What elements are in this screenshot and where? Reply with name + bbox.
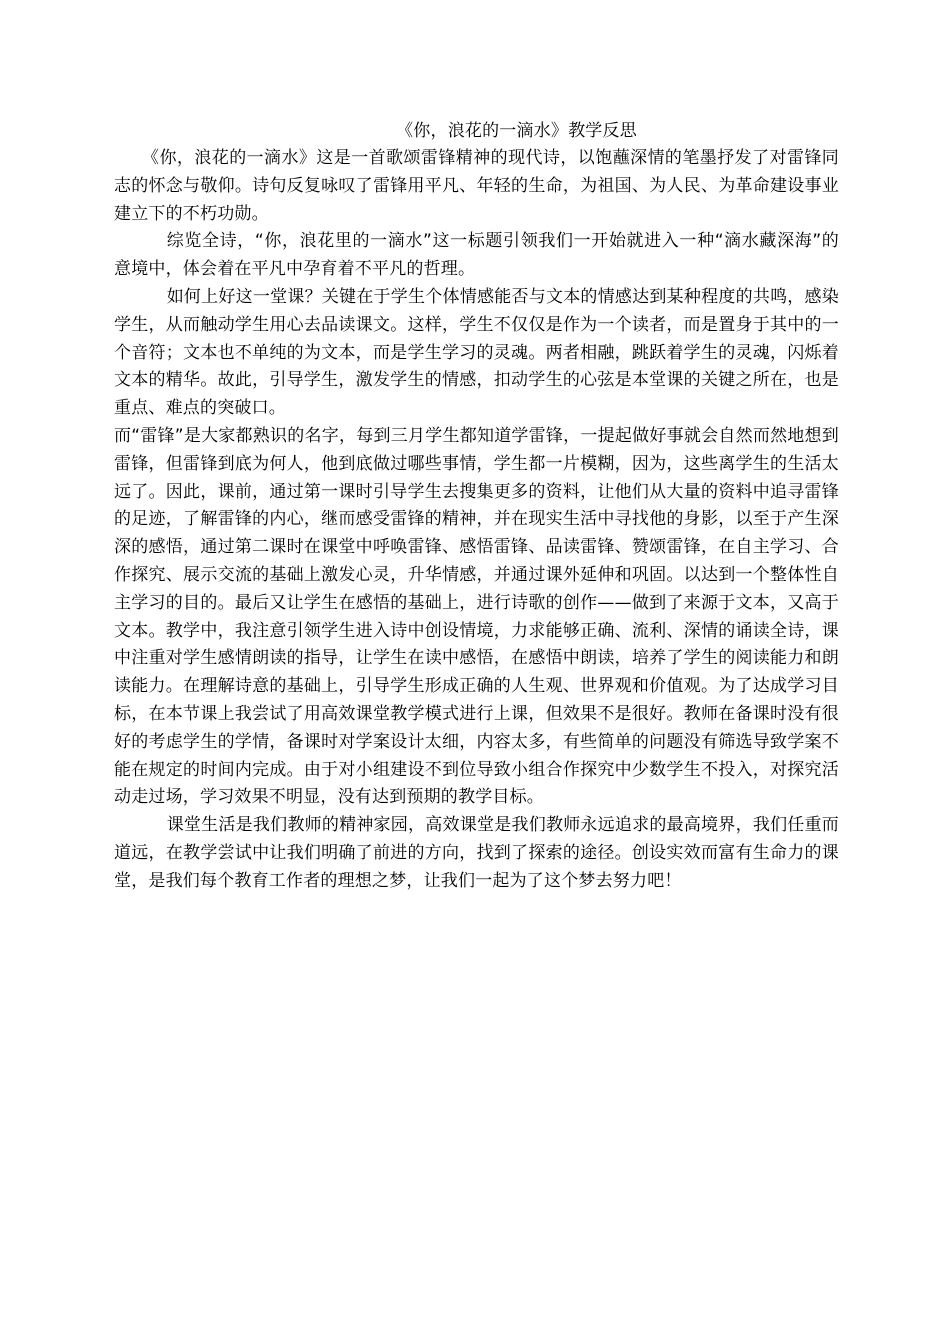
paragraph-conclusion: 课堂生活是我们教师的精神家园，高效课堂是我们教师永远追求的最高境界，我们任重而道远，在教学尝试中让我们明确了前进的方向，找到了探索的途径。创设实效而富有生命力的课堂，是我们每个教育工作者的理想之梦，让我们一起为了这个梦去努力吧！	[114, 815, 839, 891]
document-page	[114, 118, 839, 896]
paragraph-key-point: 如何上好这一堂课？关键在于学生个体情感能否与文本的情感达到某种程度的共鸣，感染学生，从而触动学生用心去品读课文。这样，学生不仅仅是作为一个读者，而是置身于其中的一个音符；文本也不单纯的为文本，而是学生学习的灵魂。两者相融，跳跃着学生的灵魂，闪烁着文本的精华。故此，引导学生，激发学生的情感，扣动学生的心弦是本堂课的关键之所在，也是重点、难点的突破口。	[114, 286, 839, 419]
paragraph-overview: 综览全诗，“你，浪花里的一滴水”这一标题引领我们一开始就进入一种“滴水藏深海”的意境中，体会着在平凡中孕育着不平凡的哲理。	[114, 231, 839, 280]
paragraph-teaching-process: 而“雷锋”是大家都熟识的名字，每到三月学生都知道学雷锋，一提起做好事就会自然而然地想到雷锋，但雷锋到底为何人，他到底做过哪些事情，学生都一片模糊，因为，这些离学生的生活太远了。因此，课前，通过第一课时引导学生去搜集更多的资料，让他们从大量的资料中追寻雷锋的足迹，了解雷锋的内心，继而感受雷锋的精神，并在现实生活中寻找他的身影，以至于产生深深的感悟，通过第二课时在课堂中呼唤雷锋、感悟雷锋、品读雷锋、赞颂雷锋，在自主学习、合作探究、展示交流的基础上激发心灵，升华情感，并通过课外延伸和巩固。以达到一个整体性自主学习的目的。最后又让学生在感悟的基础上，进行诗歌的创作——做到了来源于文本，又高于文本。教学中，我注意引领学生进入诗中创设情境，力求能够正确、流利、深情的诵读全诗，课中注重对学生感情朗读的指导，让学生在读中感悟，在感悟中朗读，培养了学生的阅读能力和朗读能力。在理解诗意的基础上，引导学生形成正确的人生观、世界观和价值观。为了达成学习目标，在本节课上我尝试了用高效课堂教学模式进行上课，但效果不是很好。教师在备课时没有很好的考虑学生的学情，备课时对学案设计太细，内容太多，有些简单的问题没有筛选导致学案不能在规定的时间内完成。由于对小组建设不到位导致小组合作探究中少数学生不投入，对探究活动走过场，学习效果不明显，没有达到预期的教学目标。	[114, 425, 839, 808]
document-title: 《你，浪花的一滴水》教学反思	[396, 121, 637, 141]
paragraph-intro: 《你，浪花的一滴水》这是一首歌颂雷锋精神的现代诗，以饱蘸深情的笔墨抒发了对雷锋同志的怀念与敬仰。诗句反复咏叹了雷锋用平凡、年轻的生命，为祖国、为人民、为革命建设事业建立下的不朽功勋。	[114, 148, 839, 224]
